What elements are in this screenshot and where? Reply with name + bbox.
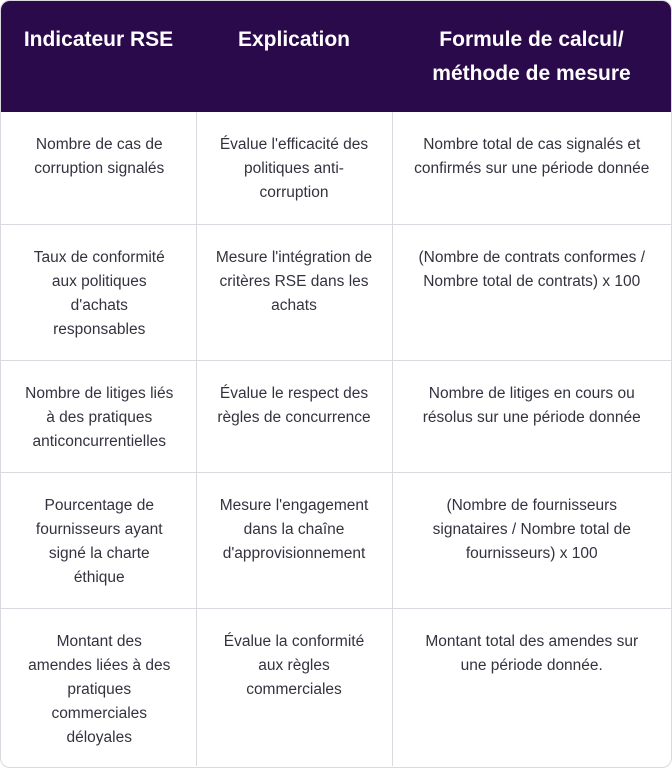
cell-explanation: Évalue le respect des règles de concurrence [196, 360, 392, 472]
table-row [1, 472, 671, 608]
cell-indicator: Nombre de cas de corruption signalés [34, 136, 165, 177]
cell-indicator: Taux de conformité aux politiques d'achats responsables [1, 224, 196, 360]
cell-explanation: Mesure l'engagement dans la chaîne d'approvisionnement [196, 472, 392, 608]
header-indicator: Indicateur RSE [23, 28, 174, 51]
cell-explanation: Mesure l'intégration de critères RSE dans les achats [196, 224, 392, 360]
cell-indicator: Montant des amendes liées à des pratiques commerciales déloyales [1, 608, 196, 766]
cell-formula: Montant total des amendes sur une période donnée. [392, 608, 671, 766]
header-formula: Formule de calcul/ méthode de mesure [432, 28, 631, 85]
table-header-row [1, 1, 671, 112]
cell-formula: Nombre total de cas signalés et confirmés sur une période donnée [392, 112, 671, 224]
cell-indicator: Nombre de litiges liés à des pratiques anticoncurrentielles [1, 360, 196, 472]
indicators-table [1, 1, 671, 766]
cell-indicator: Pourcentage de fournisseurs ayant signé la charte éthique [1, 472, 196, 608]
cell-explanation: Évalue l'efficacité des politiques anti-corruption [196, 112, 392, 224]
header-explanation: Explication [237, 28, 351, 51]
cell-formula: Nombre de litiges en cours ou résolus sur une période donnée [392, 360, 671, 472]
cell-formula: (Nombre de fournisseurs signataires / Nombre total de fournisseurs) x 100 [392, 472, 671, 608]
table-row [1, 360, 671, 472]
cell-formula: (Nombre de contrats conformes / Nombre total de contrats) x 100 [392, 224, 671, 360]
cell-explanation: Évalue la conformité aux règles commerciales [196, 608, 392, 766]
table-row [1, 224, 671, 360]
table-row [1, 112, 671, 224]
table-row [1, 608, 671, 766]
